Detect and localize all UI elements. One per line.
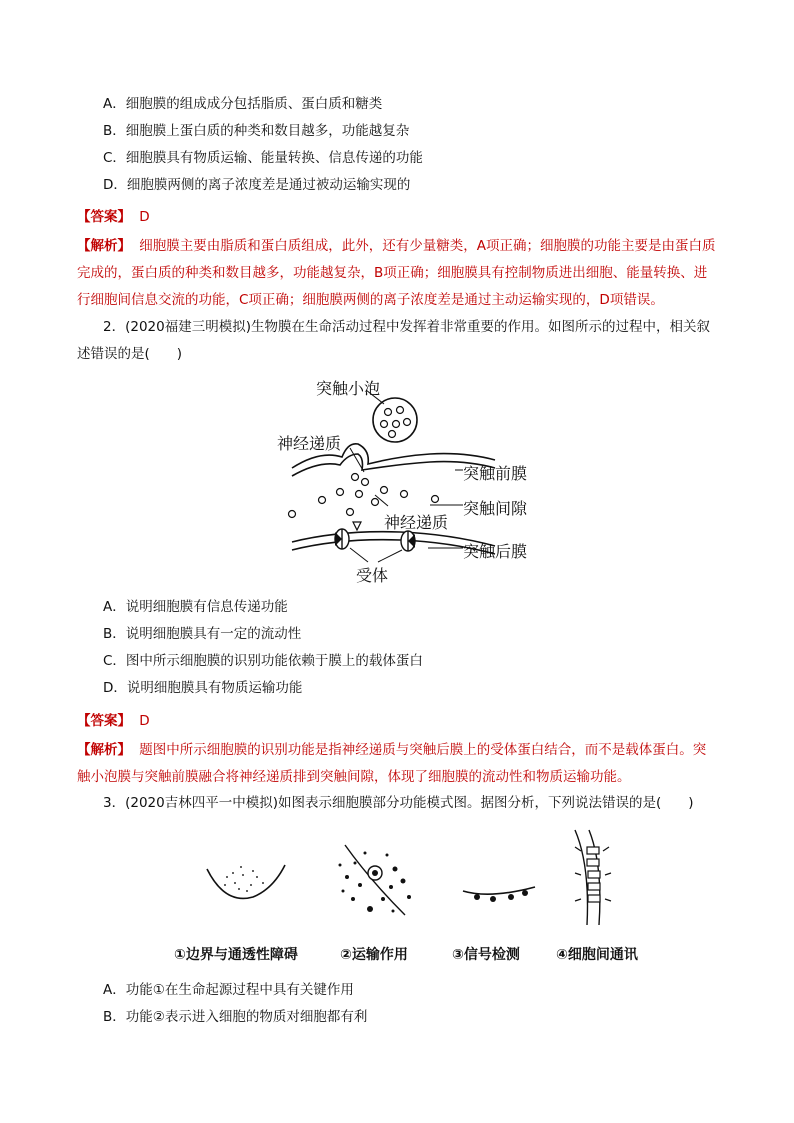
cell-communication-icon [575,830,611,925]
q2-stem-text: 2．(2020福建三明模拟)生物膜在生命活动过程中发挥着非常重要的作用。如图所示的过程中，相关叙述错误的是( ) [77,319,710,362]
analysis-text: 细胞膜主要由脂质和蛋白质组成，此外，还有少量糖类，A项正确；细胞膜的功能主要是由蛋白质完成的，蛋白质的种类和数目越多，功能越复杂，B项正确；细胞膜具有控制物质进出细胞、能量转换、进行细胞间信息交流的功能，C项正确；细胞膜两侧的离子浓度差是通过主动运输实现的，D项错误。 [77,238,716,308]
q2-option-c: C．图中所示细胞膜的识别功能依赖于膜上的载体蛋白 [103,653,423,669]
boundary-icon [207,865,285,898]
q3-stem-text: 3．(2020吉林四平一中模拟)如图表示细胞膜部分功能模式图。据图分析，下列说法错误的是( ) [103,795,694,811]
q1-option-a: A．细胞膜的组成成分包括脂质、蛋白质和糖类 [103,96,383,112]
q3-option-a: A．功能①在生命起源过程中具有关键作用 [103,982,354,998]
q2-analysis [77,737,717,791]
label-presynaptic-membrane: 突触前膜 [463,464,528,483]
label-synaptic-vesicle: 突触小泡 [316,379,381,398]
label-synaptic-cleft: 突触间隙 [463,499,528,518]
caption-signal-detection: ③信号检测 [452,947,520,963]
answer-value: D [139,209,150,225]
caption-boundary: ①边界与通透性障碍 [174,947,298,963]
answer-label: 【答案】 [77,713,131,729]
label-receptor: 受体 [356,566,389,585]
q1-option-c: C．细胞膜具有物质运输、能量转换、信息传递的功能 [103,150,423,166]
caption-transport: ②运输作用 [340,947,408,963]
label-postsynaptic-membrane: 突触后膜 [463,542,528,561]
q2-option-a: A．说明细胞膜有信息传递功能 [103,599,288,615]
q3-option-b: B．功能②表示进入细胞的物质对细胞都有利 [103,1009,368,1025]
label-neurotransmitter-left: 神经递质 [277,434,342,453]
q1-analysis [77,233,717,314]
q2-option-b: B．说明细胞膜具有一定的流动性 [103,626,302,642]
answer-value: D [139,713,150,729]
q1-answer [77,207,150,227]
q1-option-b: B．细胞膜上蛋白质的种类和数目越多，功能越复杂 [103,123,410,139]
answer-label: 【答案】 [77,209,131,225]
transport-icon [339,845,412,915]
q1-option-d: D．细胞膜两侧的离子浓度差是通过被动运输实现的 [103,177,411,193]
caption-cell-communication: ④细胞间通讯 [556,947,638,963]
label-neurotransmitter-center: 神经递质 [384,513,449,532]
analysis-label: 【解析】 [77,742,131,758]
q3-stem [77,790,717,817]
q2-answer [77,711,150,731]
signal-detection-icon [463,887,535,902]
membrane-function-figure [195,825,655,935]
analysis-text: 题图中所示细胞膜的识别功能是指神经递质与突触后膜上的受体蛋白结合，而不是载体蛋白。突触小泡膜与突触前膜融合将神经递质排到突触间隙，体现了细胞膜的流动性和物质运输功能。 [77,742,707,785]
analysis-label: 【解析】 [77,238,131,254]
q2-option-d: D．说明细胞膜具有物质运输功能 [103,680,303,696]
q2-stem [77,314,717,368]
